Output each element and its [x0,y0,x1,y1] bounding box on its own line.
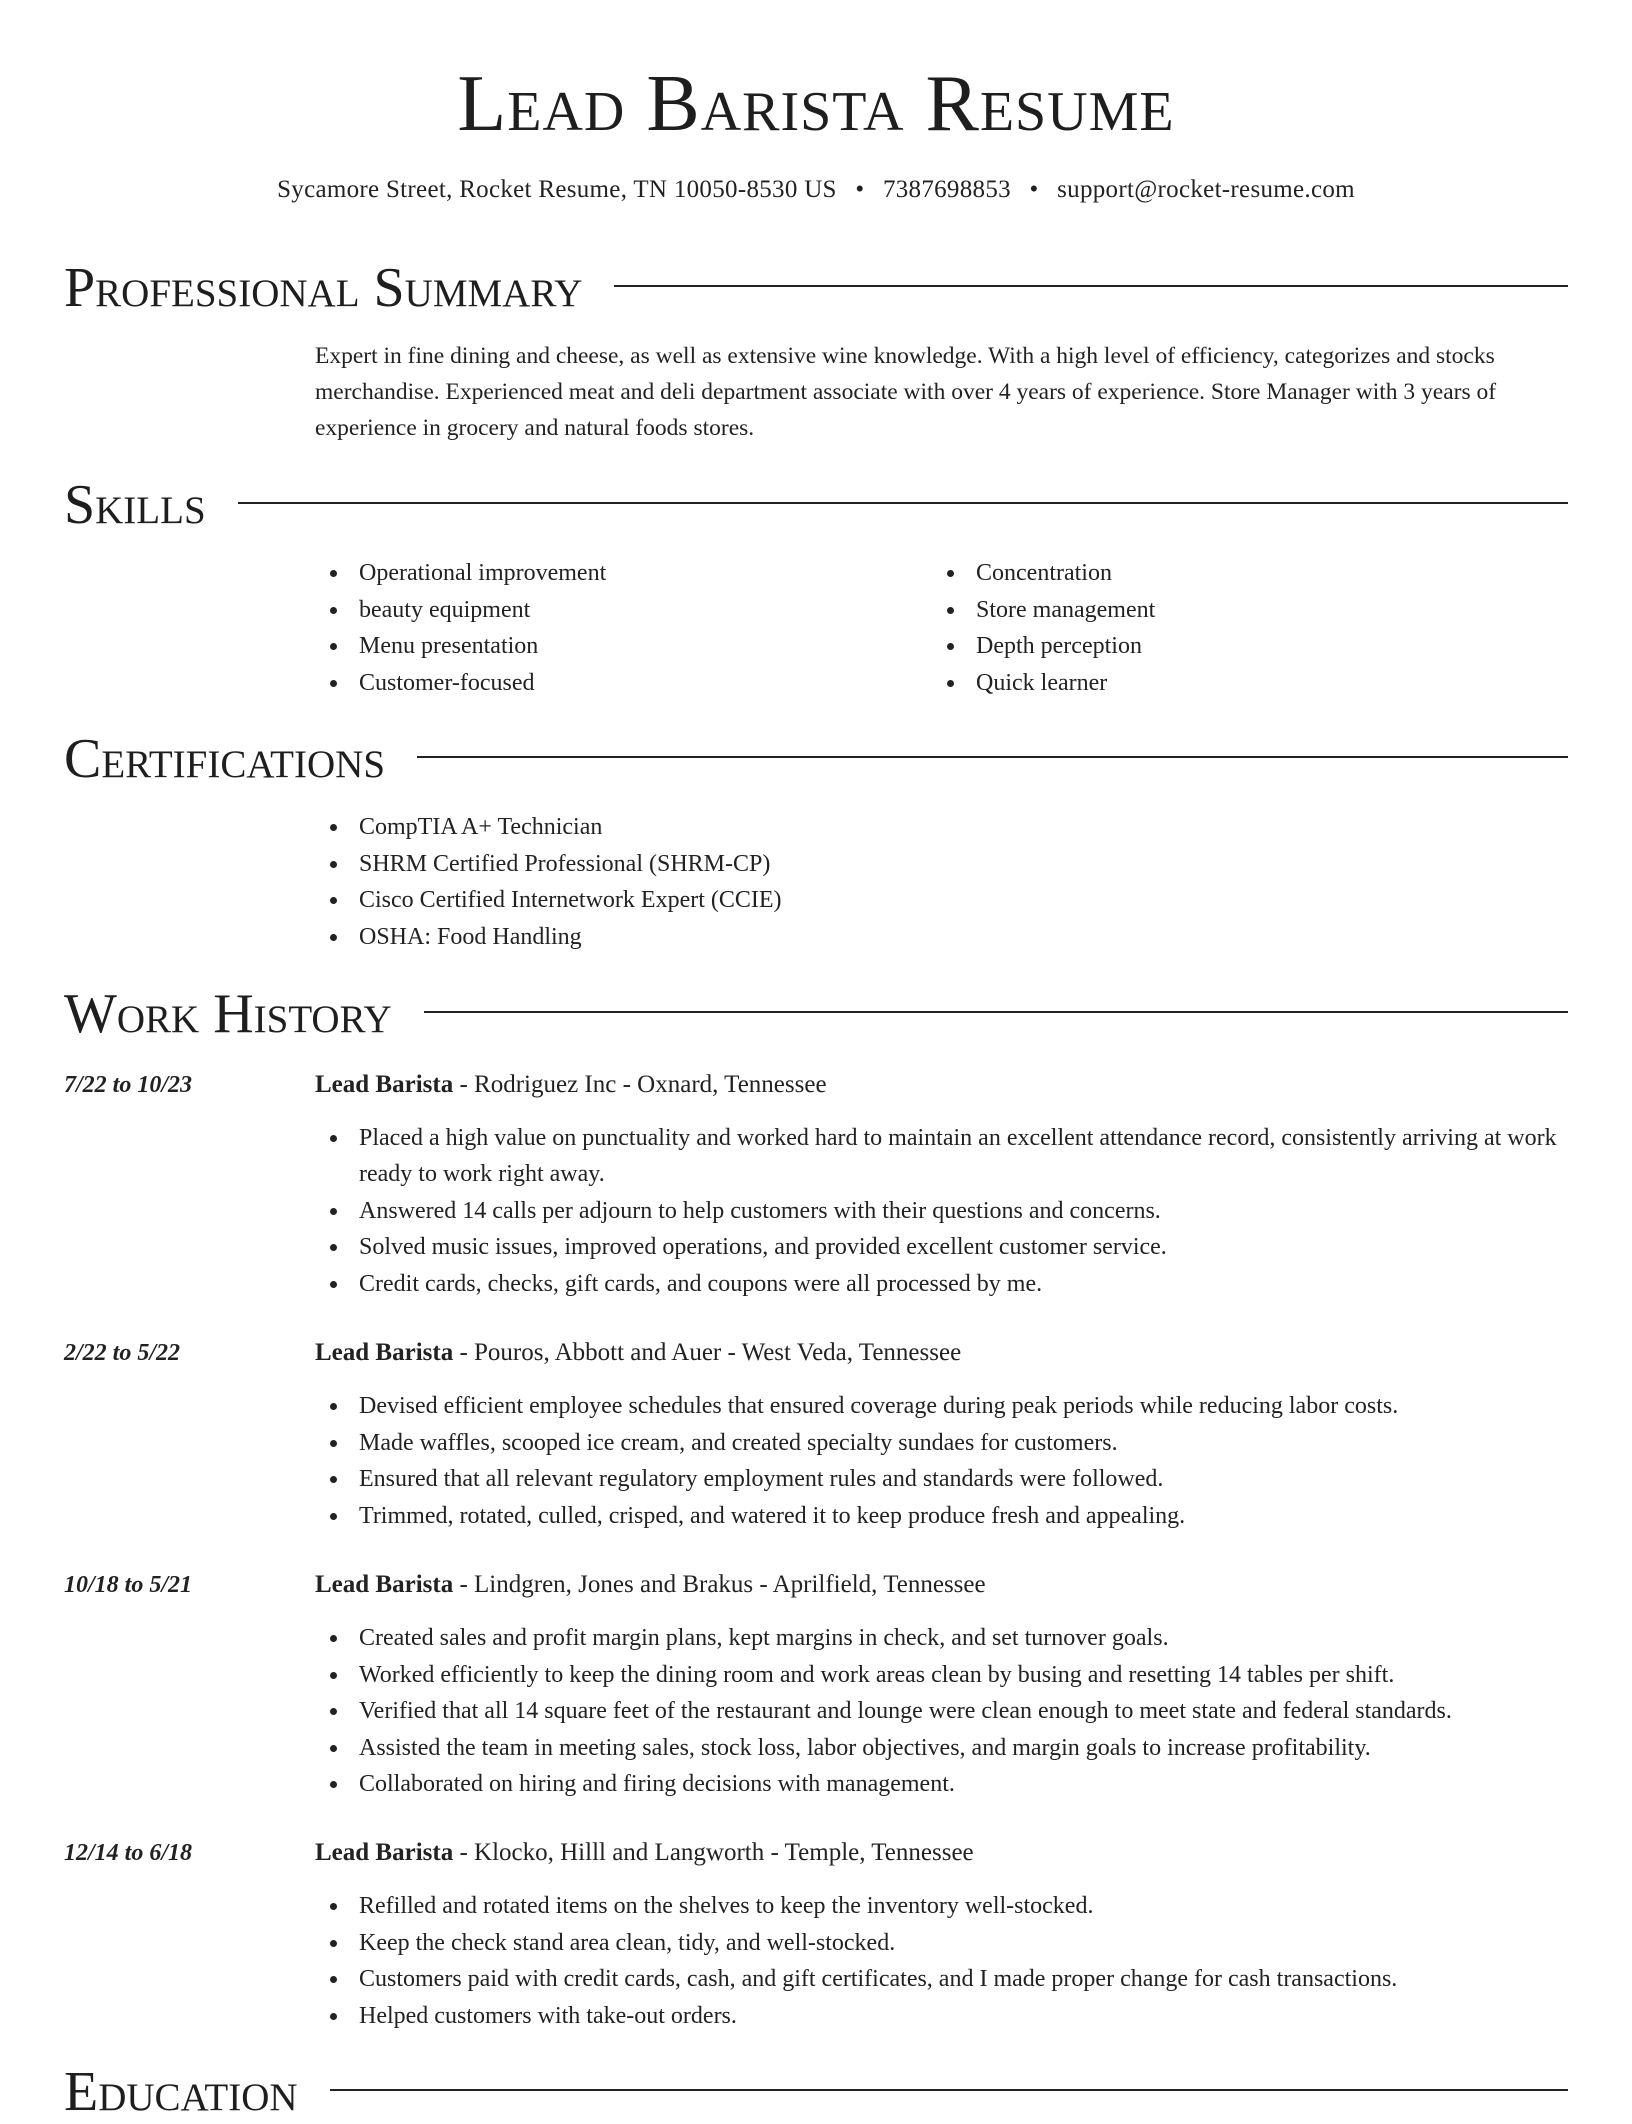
job-heading [315,1069,1568,1101]
work-section-header [64,982,1568,1046]
job-bullet: Solved music issues, improved operations, and provided excellent customer service. [315,1229,1568,1265]
summary-section-header [64,256,1568,320]
job-bullet: Made waffles, scooped ice cream, and created specialty sundaes for customers. [315,1425,1568,1461]
section-divider [330,2089,1568,2091]
job-bullet: Created sales and profit margin plans, kept margins in check, and set turnover goals. [315,1620,1568,1656]
job-employer: - Rodriguez Inc - Oxnard, Tennessee [453,1071,827,1098]
skill-item: beauty equipment [315,592,875,628]
contact-line [0,174,1632,206]
job-bullet: Refilled and rotated items on the shelves to keep the inventory well-stocked. [315,1888,1568,1924]
job-bullet: Worked efficiently to keep the dining room and work areas clean by busing and resetting 14 tables per shift. [315,1657,1568,1693]
section-divider [424,1011,1568,1013]
job-bullets [315,1888,1568,2034]
job-bullet: Devised efficient employee schedules that ensured coverage during peak periods while reducing labor costs. [315,1388,1568,1424]
skills-section-title: Skills [64,474,206,536]
education-section-header [64,2060,1568,2124]
job-employer: - Lindgren, Jones and Brakus - Aprilfield, Tennessee [453,1571,986,1598]
job-bullet: Credit cards, checks, gift cards, and coupons were all processed by me. [315,1266,1568,1302]
contact-separator: • [1029,176,1039,203]
job-dates: 7/22 to 10/23 [64,1072,193,1098]
certification-item: CompTIA A+ Technician [315,809,1568,845]
job-heading [315,1837,1568,1869]
job-heading [315,1337,1568,1369]
certification-item: OSHA: Food Handling [315,919,1568,955]
job-role: Lead Barista [315,1339,454,1366]
job-bullets [315,1620,1568,1803]
skills-list-right [932,555,1492,701]
contact-email: support@rocket-resume.com [1057,176,1355,203]
skills-list-left [315,555,875,701]
job-employer: - Klocko, Hilll and Langworth - Temple, Tennessee [453,1839,974,1866]
skill-item: Quick learner [932,665,1492,701]
skills-section-header [64,473,1568,537]
job-bullet: Collaborated on hiring and firing decisions with management. [315,1766,1568,1802]
skill-item: Operational improvement [315,555,875,591]
job-bullet: Verified that all 14 square feet of the restaurant and lounge were clean enough to meet state and federal standards. [315,1693,1568,1729]
job-role: Lead Barista [315,1071,454,1098]
resume-title: Lead Barista Resume [457,60,1175,148]
job-employer: - Pouros, Abbott and Auer - West Veda, Tennessee [453,1339,962,1366]
certifications-list [315,809,1568,955]
job-bullet: Helped customers with take-out orders. [315,1998,1568,2034]
section-divider [614,285,1568,287]
summary-text: Expert in fine dining and cheese, as well as extensive wine knowledge. With a high level of efficiency, categorizes and stocks merchandise. Experienced meat and deli department associate with over 4 years of experience. Store Manager with 3 years of experience in grocery and natural foods stores. [315,343,1497,441]
job-bullet: Ensured that all relevant regulatory employment rules and standards were followed. [315,1461,1568,1497]
contact-phone: 7387698853 [882,176,1011,203]
job-dates: 2/22 to 5/22 [64,1340,181,1366]
skill-item: Menu presentation [315,628,875,664]
job-bullet: Customers paid with credit cards, cash, and gift certificates, and I made proper change for cash transactions. [315,1961,1568,1997]
job-bullet: Placed a high value on punctuality and worked hard to maintain an excellent attendance record, consistently arriving at work ready to work right away. [315,1120,1568,1192]
certifications-section-title: Certifications [64,728,386,790]
job-role: Lead Barista [315,1839,454,1866]
skill-item: Customer-focused [315,665,875,701]
job-bullet: Assisted the team in meeting sales, stock loss, labor objectives, and margin goals to increase profitability. [315,1730,1568,1766]
certification-item: Cisco Certified Internetwork Expert (CCIE) [315,882,1568,918]
education-section-title: Education [64,2061,298,2123]
job-bullets [315,1388,1568,1534]
section-divider [417,756,1568,758]
skill-item: Depth perception [932,628,1492,664]
certifications-section-header [64,727,1568,791]
job-bullet: Keep the check stand area clean, tidy, and well-stocked. [315,1925,1568,1961]
job-bullet: Trimmed, rotated, culled, crisped, and watered it to keep produce fresh and appealing. [315,1498,1568,1534]
job-dates: 12/14 to 6/18 [64,1840,193,1866]
skill-item: Concentration [932,555,1492,591]
job-bullet: Answered 14 calls per adjourn to help customers with their questions and concerns. [315,1193,1568,1229]
section-divider [238,502,1568,504]
job-dates: 10/18 to 5/21 [64,1572,193,1598]
skill-item: Store management [932,592,1492,628]
job-heading [315,1569,1568,1601]
summary-section-title: Professional Summary [64,257,583,319]
job-bullets [315,1120,1568,1302]
contact-address: Sycamore Street, Rocket Resume, TN 10050-8530 US [277,176,837,203]
job-role: Lead Barista [315,1571,454,1598]
certification-item: SHRM Certified Professional (SHRM-CP) [315,846,1568,882]
work-section-title: Work History [64,983,392,1045]
contact-separator: • [855,176,865,203]
